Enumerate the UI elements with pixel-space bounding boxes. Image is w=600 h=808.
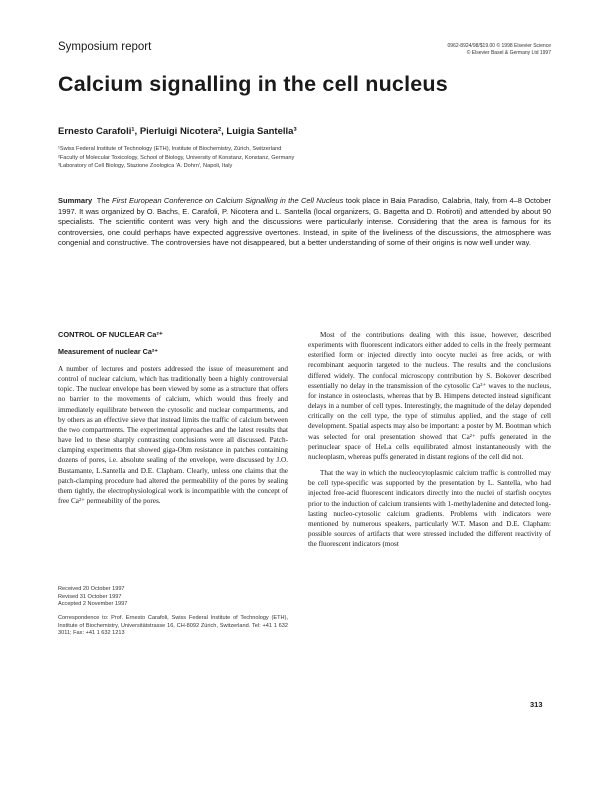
summary-text: took place in Baia Paradiso, Calabria, Italy, from 4–8 October 1997. It was organized by O. Bachs, E. Carafoli, P. Nicotera and L. Santella (local organizers, G. Bagetta and D. Rotiroti) and attended by about 90 specialists. The scientific content was very high and the discussions were particularly intense. Considering that the area is famous for its controversies, one could perhaps have expected aggressive overtones. Instead, in spite of the liveliness of the discussions, the atmosphere was congenial and constructive. The controversies have not disappeared, but a better understanding of some of their origins is now well under way.: [58, 196, 551, 248]
date-line: Received 20 October 1997: [58, 586, 125, 592]
summary-abstract: [58, 196, 551, 249]
journal-info-line: © Elsevier Basel & Germany Ltd 1997: [466, 49, 551, 56]
left-column: [58, 330, 288, 506]
date-line: Revised 31 October 1997: [58, 593, 122, 600]
summary-text: The: [96, 196, 113, 205]
body-paragraph: A number of lectures and posters addressed the issue of measurement and control of nuclear calcium, which has traditionally been a highly controversial topic. The nuclear envelope has been viewed by some as a structure that offers no barrier to the movements of calcium, which would thus freely and immediately equilibrate between the cytosolic and nuclear compartments, and by others as an effective sieve that instead limits the traffic of calcium between the two compartments. The experimental approaches and the latest results that have led to these sharply contrasting conclusions were all discussed. Patch-clamping experiments that showed giga-Ohm resistance in patches containing dozens of pores, i.e. absolute sealing of the envelope, were discussed by J.O. Bustamante, L.Santella and D.E. Clapham. Clearly, unless one claims that the patch-clamping procedure had altered the permeability of the pores by sealing them tightly, the electrophysiological work is incompatible with the concept of free Ca²⁺ permeability of the pores.: [58, 365, 288, 506]
date-line: Accepted 2 November 1997: [58, 601, 128, 608]
affiliations: [58, 145, 478, 171]
report-series-label: Symposium report: [58, 41, 152, 53]
body-paragraph: Most of the contributions dealing with this issue, however, described experiments with fluorescent indicators either added to cells in the freely permeant esterified form or injected directly into oocyte nuclei as free acids, or with recombinant aequorin targeted to the nucleus. The results and the conclusions differed widely. The confocal microscopy contribution by S. Bokover described essentially no delay in the transmission of the cytosolic Ca²⁺ waves to the nucleus, for instance in osteoclasts, whereas that by B. Himpens detected instead significant delays in a number of cell types. Interestingly, the magnitude of the delay depended critically on the cell type, the type of stimulus applied, and the stage of cell development. Spatial aspects may also be important: a poster by M. Bootman which was selected for oral presentation showed that Ca²⁺ puffs generated in the perinuclear space of HeLa cells equilibrated almost instantaneously with the nucleoplasm, whereas puffs generated in distant regions of the cell did not.: [308, 331, 551, 461]
journal-info: [433, 43, 551, 56]
affiliation-line: ³Laboratory of Cell Biology, Stazione Zoologica 'A. Dohrn', Napoli, Italy: [58, 163, 233, 169]
affiliation-line: ²Faculty of Molecular Toxicology, School of Biology, University of Konstanz, Konstanz, Germany: [58, 154, 295, 161]
conference-name: First European Conference on Calcium Signalling in the Cell Nucleus: [112, 196, 344, 205]
journal-info-line: 0962-8924/98/$19.00 © 1998 Elsevier Science: [447, 43, 551, 49]
right-column: [308, 330, 551, 549]
affiliation-line: ¹Swiss Federal Institute of Technology (ETH), Institute of Biochemistry, Zürich, Switzerland: [58, 146, 282, 152]
author-list: Ernesto Carafoli¹, Pierluigi Nicotera², Luigia Santella³: [58, 126, 297, 137]
subsection-heading: Measurement of nuclear Ca²⁺: [58, 347, 159, 356]
page-title: Calcium signalling in the cell nucleus: [58, 72, 448, 96]
page-number: 313: [530, 700, 543, 709]
manuscript-dates: [58, 586, 127, 609]
section-heading: CONTROL OF NUCLEAR Ca²⁺: [58, 330, 163, 339]
correspondence-note: Correspondence to: Prof. Ernesto Carafoli, Swiss Federal Institute of Technology (ETH), Institute of Biochemistry, Universitätstrasse 16, CH-8092 Zürich, Switzerland. Tel: +41 1 632 3011; Fax: +41 1 632 1213: [58, 615, 288, 637]
summary-label: Summary: [58, 196, 93, 205]
body-paragraph: That the way in which the nucleocytoplasmic calcium traffic is controlled may be cell type-specific was supported by the presentation by L. Santella, who had injected free-acid fluorescent indicators directly into the nuclei of starfish oocytes prior to the induction of calcium transients with 1-methyladenine and detected long-lasting nucleo-cytosolic calcium gradients. Problems with indicators were mentioned by numerous speakers, particularly W.T. Mason and D.E. Clapham: possible sources of artifacts that were stressed included the different reactivity of the fluorescent indicators (most: [308, 469, 551, 549]
